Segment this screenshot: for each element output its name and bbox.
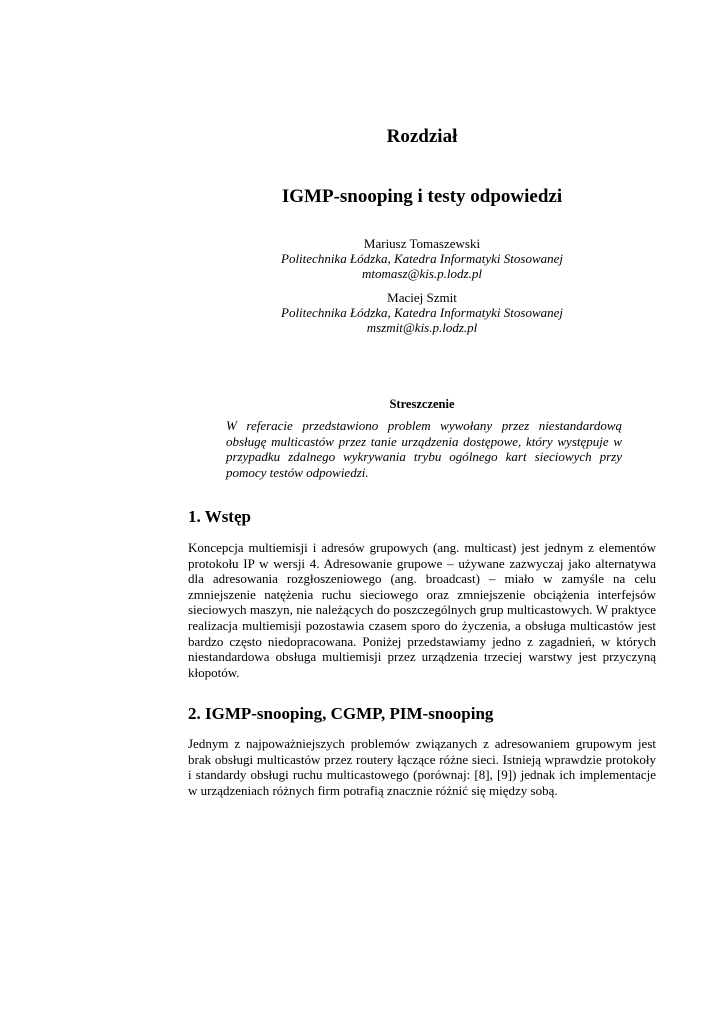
author-email: mszmit@kis.p.lodz.pl	[366, 320, 478, 335]
author-email: mtomasz@kis.p.lodz.pl	[362, 266, 482, 281]
section-heading-introduction: 1. Wstęp	[188, 507, 251, 526]
author-affiliation: Politechnika Łódzka, Katedra Informatyki Stosowanej	[281, 251, 563, 266]
abstract-heading: Streszczenie	[389, 397, 455, 411]
author-affiliation: Politechnika Łódzka, Katedra Informatyki Stosowanej	[281, 305, 563, 320]
section-heading-igmp-snooping: 2. IGMP-snooping, CGMP, PIM-snooping	[188, 704, 494, 723]
author-block-2	[188, 290, 656, 335]
paper-title: IGMP-snooping i testy odpowiedzi	[281, 186, 563, 207]
author-block-1	[188, 236, 656, 281]
author-name: Mariusz Tomaszewski	[363, 236, 481, 251]
section-body-introduction: Koncepcja multiemisji i adresów grupowych (ang. multicast) jest jednym z elementów protokołu IP w wersji 4. Adresowanie grupowe – używane zazwyczaj jako alternatywa dla adresowania rozgłoszeniowego (ang. broadcast) – miało w zamyśle na celu zmniejszenie natężenia ruchu sieciowego oraz zmniejszenie obciążenia interfejsów sieciowych maszyn, nie należących do poszczególnych grup multicastowych. W praktyce realizacja multiemisji pozostawia czasem sporo do życzenia, a obsługa multicastów jest bardzo często niedopracowana. Poniżej przedstawiamy jedno z zagadnień, w których niestandardowa obsługa multiemisji przez urządzenia trzeciej warstwy jest przyczyną kłopotów.	[188, 540, 656, 680]
author-name: Maciej Szmit	[387, 290, 457, 305]
section-body-igmp-snooping: Jednym z najpoważniejszych problemów związanych z adresowaniem grupowym jest brak obsługi multicastów przez routery łączące różne sieci. Istnieją wprawdzie protokoły i standardy obsługi ruchu multicastowego (porównaj: [8], [9]) jednak ich implementacje w urządzeniach różnych firm potrafią znacznie różnić się między sobą.	[188, 736, 656, 798]
chapter-label: Rozdział	[386, 126, 458, 147]
abstract-text: W referacie przedstawiono problem wywołany przez niestandardową obsługę multicastów przez tanie urządzenia dostępowe, który występuje w przypadku zdalnego wykrywania trybu ogólnego kart sieciowych przy pomocy testów odpowiedzi.	[226, 418, 622, 480]
